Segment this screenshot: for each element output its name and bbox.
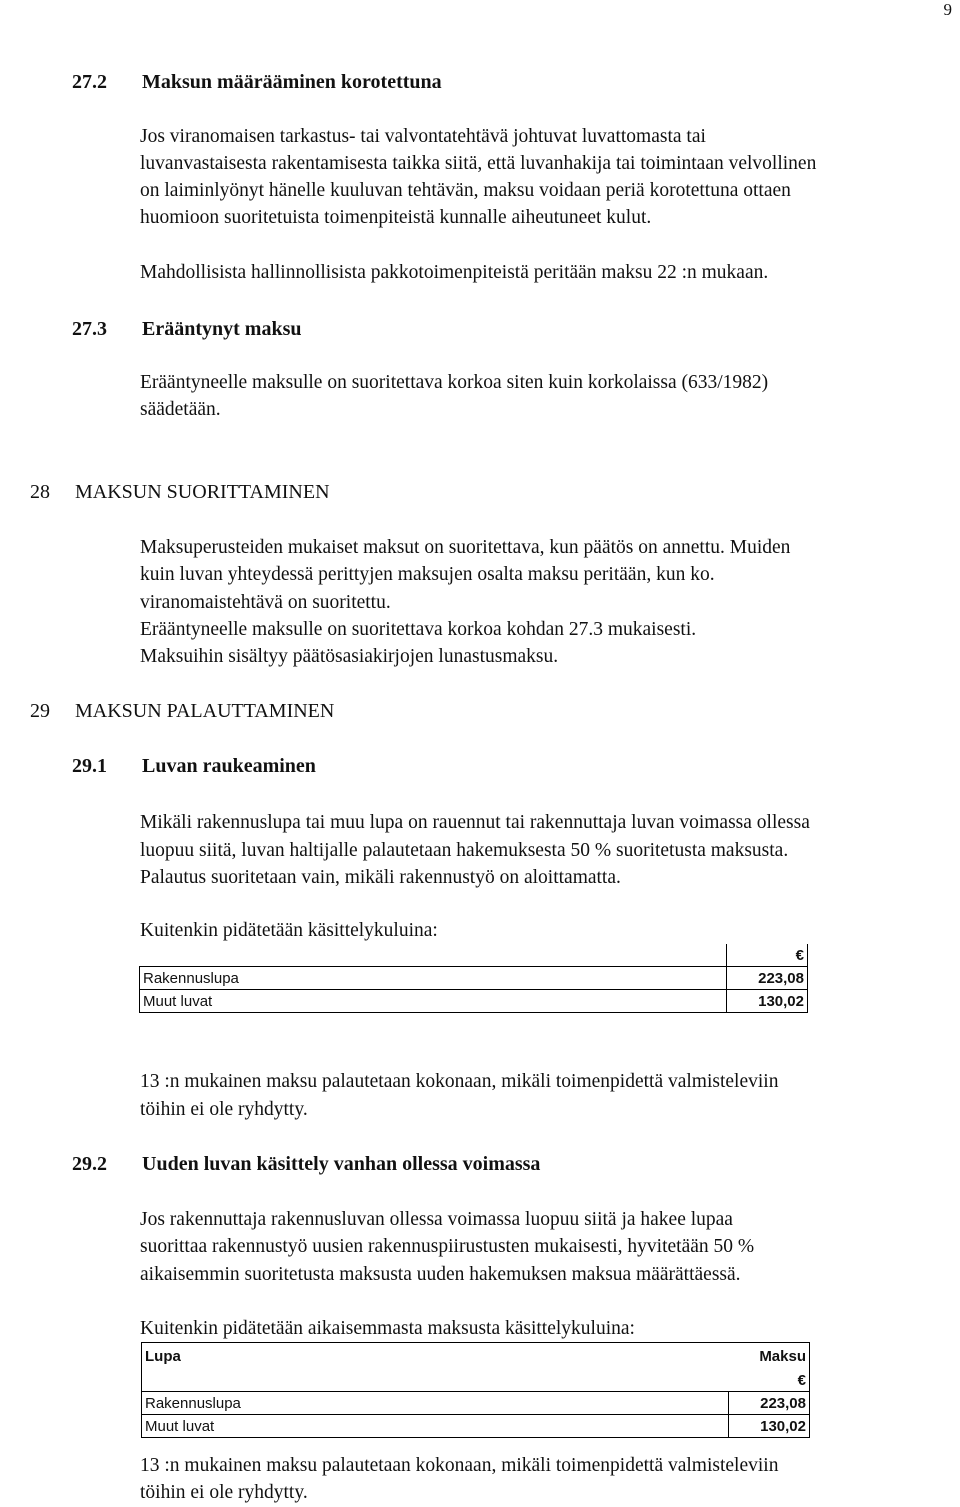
paragraph-line: töihin ei ole ryhdytty. <box>140 1099 308 1120</box>
table-row <box>142 1415 810 1438</box>
row-value: 130,02 <box>727 990 808 1013</box>
col-header-maksu: Maksu <box>729 1343 810 1370</box>
paragraph-line: suorittaa rakennustyö uusien rakennuspiirustusten mukaisesti, hyvitetään 50 % <box>140 1236 755 1257</box>
paragraph-line: aikaisemmin suoritetusta maksusta uuden hakemuksen maksua määrättäessä. <box>140 1264 741 1285</box>
table-row <box>142 1392 810 1415</box>
table-header-row <box>142 1343 810 1370</box>
paragraph-line: Erääntyneelle maksulle on suoritettava korkoa siten kuin korkolaissa (633/1982) <box>140 372 769 393</box>
paragraph-line: on laiminlyönyt hänelle kuuluvan tehtävän, maksu voidaan periä korotettuna ottaen <box>140 180 791 201</box>
fee-table-29-2 <box>141 1342 810 1438</box>
fee-intro: Kuitenkin pidätetään aikaisemmasta maksusta käsittelykuluina: <box>140 1318 635 1339</box>
section-title: Erääntynyt maksu <box>142 318 302 340</box>
paragraph-line: Mahdollisista hallinnollisista pakkotoimenpiteistä peritään maksu 22 :n mukaan. <box>140 262 769 283</box>
section-title: MAKSUN SUORITTAMINEN <box>75 481 330 503</box>
paragraph-line: Erääntyneelle maksulle on suoritettava korkoa kohdan 27.3 mukaisesti. <box>140 619 697 640</box>
section-heading-27-3 <box>72 318 302 341</box>
section-number: 29.1 <box>72 755 107 777</box>
section-heading-28 <box>30 481 330 504</box>
section-heading-27-2 <box>72 71 442 94</box>
table-row <box>140 990 808 1013</box>
row-label: Muut luvat <box>140 990 727 1013</box>
paragraph-line: huomioon suoritetuista toimenpiteistä kunnalle aiheutuneet kulut. <box>140 207 652 228</box>
section-number: 29 <box>30 700 50 722</box>
paragraph-line: viranomaistehtävä on suoritettu. <box>140 592 391 613</box>
paragraph-line: luvanvastaisesta rakentamisesta taikka siitä, että luvanhakija tai toimintaan velvollinen <box>140 153 817 174</box>
currency-header: € <box>729 1369 810 1392</box>
row-value: 223,08 <box>727 967 808 990</box>
paragraph-line: Palautus suoritetaan vain, mikäli rakennustyö on aloittamatta. <box>140 867 621 888</box>
section-number: 27.3 <box>72 318 107 340</box>
section-number: 29.2 <box>72 1153 107 1175</box>
section-number: 28 <box>30 481 50 503</box>
section-title: MAKSUN PALAUTTAMINEN <box>75 700 335 722</box>
section-title: Maksun määrääminen korotettuna <box>142 71 442 93</box>
row-label: Rakennuslupa <box>140 967 727 990</box>
row-label: Rakennuslupa <box>142 1392 729 1415</box>
fee-intro: Kuitenkin pidätetään käsittelykuluina: <box>140 920 438 941</box>
section-heading-29 <box>30 700 335 723</box>
paragraph-line: Mikäli rakennuslupa tai muu lupa on rauennut tai rakennuttaja luvan voimassa ollessa <box>140 812 810 833</box>
row-label: Muut luvat <box>142 1415 729 1438</box>
row-value: 223,08 <box>729 1392 810 1415</box>
paragraph-line: kuin luvan yhteydessä perittyjen maksujen osalta maksu peritään, kun ko. <box>140 564 715 585</box>
table-header-row <box>142 1369 810 1392</box>
paragraph-line: Jos viranomaisen tarkastus- tai valvontatehtävä johtuvat luvattomasta tai <box>140 126 706 147</box>
section-heading-29-2 <box>72 1153 541 1176</box>
page-number: 9 <box>943 0 952 19</box>
fee-table-29-1 <box>139 944 808 1013</box>
paragraph-line: 13 :n mukainen maksu palautetaan kokonaan, mikäli toimenpidettä valmisteleviin <box>140 1071 779 1092</box>
table-row <box>140 967 808 990</box>
section-number: 27.2 <box>72 71 107 93</box>
paragraph-line: Jos rakennuttaja rakennusluvan ollessa voimassa luopuu siitä ja hakee lupaa <box>140 1209 733 1230</box>
paragraph-line: Maksuihin sisältyy päätösasiakirjojen lunastusmaksu. <box>140 646 559 667</box>
section-title: Luvan raukeaminen <box>142 755 316 777</box>
paragraph-line: töihin ei ole ryhdytty. <box>140 1482 308 1503</box>
paragraph-line: säädetään. <box>140 399 221 420</box>
section-title: Uuden luvan käsittely vanhan ollessa voimassa <box>142 1153 541 1175</box>
col-header-lupa: Lupa <box>142 1343 729 1370</box>
paragraph-line: luopuu siitä, luvan haltijalle palautetaan hakemuksesta 50 % suoritetusta maksusta. <box>140 840 789 861</box>
currency-header: € <box>727 944 808 967</box>
row-value: 130,02 <box>729 1415 810 1438</box>
paragraph-line: Maksuperusteiden mukaiset maksut on suoritettava, kun päätös on annettu. Muiden <box>140 537 791 558</box>
table-header-row <box>140 944 808 967</box>
section-heading-29-1 <box>72 755 316 778</box>
paragraph-line: 13 :n mukainen maksu palautetaan kokonaan, mikäli toimenpidettä valmisteleviin <box>140 1455 779 1476</box>
